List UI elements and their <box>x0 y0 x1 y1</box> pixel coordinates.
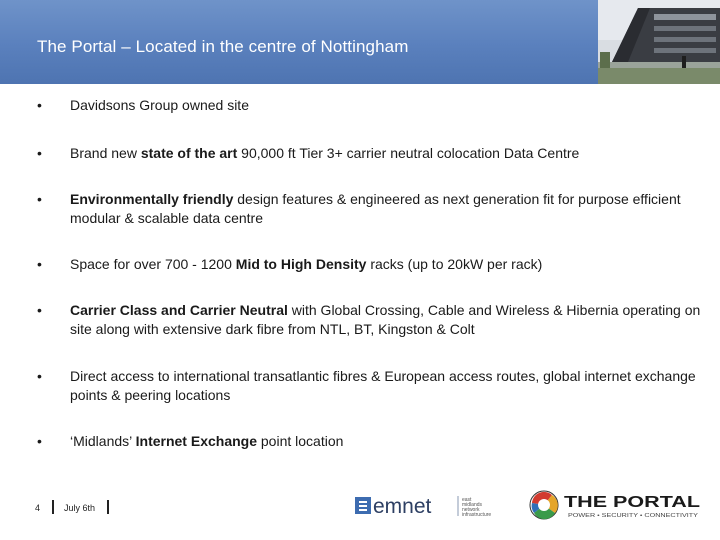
bullet-marker: • <box>37 145 42 161</box>
bullet-run: design features & engineered as next generation fit for purpose efficient modular & scalable data centre <box>70 191 681 226</box>
footer-date: July 6th <box>64 503 96 513</box>
globe-icon <box>530 491 558 519</box>
bullet-marker: • <box>37 256 42 272</box>
bullet-text <box>70 301 710 339</box>
bullet-text <box>70 96 710 115</box>
bullet-run: with Global Crossing, Cable and Wireless & Hibernia operating on site along with extensive dark fibre from NTL, BT, Kingston & Colt <box>70 302 701 337</box>
bullet-text <box>70 367 710 405</box>
bullet-text <box>70 190 710 228</box>
emnet-tagline-4: infrastructure <box>462 512 492 518</box>
emnet-wordmark: emnet <box>373 495 432 518</box>
bullet-marker: • <box>37 97 42 113</box>
title-banner <box>0 0 598 84</box>
bullet-emphasis: state of the art <box>140 145 238 161</box>
bullet-run: ‘Midlands’ <box>70 433 136 449</box>
emnet-tagline-2: midlands <box>462 502 483 508</box>
bullet-marker: • <box>37 433 42 449</box>
bullet-run: Space for over 700 - 1200 <box>70 256 236 272</box>
footer-divider <box>52 500 54 514</box>
footer-divider <box>107 500 109 514</box>
bullet-marker: • <box>37 368 42 384</box>
building-photo <box>598 0 720 84</box>
emnet-tagline-1: east <box>462 497 472 503</box>
bullet-run: Direct access to international transatlantic fibres & European access routes, global internet exchange points & peering locations <box>70 368 696 403</box>
the-portal-logo <box>528 489 708 521</box>
bullet-run: Davidsons Group owned site <box>70 97 249 113</box>
bullet-marker: • <box>37 191 42 207</box>
page-number: 4 <box>35 503 41 513</box>
emnet-tagline-3: network <box>462 507 480 513</box>
portal-wordmark: THE PORTAL <box>564 494 701 511</box>
emnet-logo <box>352 493 517 519</box>
portal-tagline: POWER • SECURITY • CONNECTIVITY <box>568 513 699 519</box>
bullet-run: Brand new <box>70 145 141 161</box>
bullet-emphasis: Environmentally friendly <box>70 191 234 207</box>
bullet-text <box>70 432 710 451</box>
bullet-emphasis: Internet Exchange <box>135 433 257 449</box>
slide-title: The Portal – Located in the centre of Nottingham <box>37 37 409 56</box>
bullet-emphasis: Carrier Class and Carrier Neutral <box>70 302 288 318</box>
bullet-text <box>70 144 710 163</box>
bullet-run: point location <box>257 433 344 449</box>
bullet-text <box>70 255 710 274</box>
bullet-emphasis: Mid to High Density <box>235 256 367 272</box>
bullet-marker: • <box>37 302 42 318</box>
bullet-run: 90,000 ft Tier 3+ carrier neutral colocation Data Centre <box>237 145 580 161</box>
bullet-run: racks (up to 20kW per rack) <box>366 256 543 272</box>
